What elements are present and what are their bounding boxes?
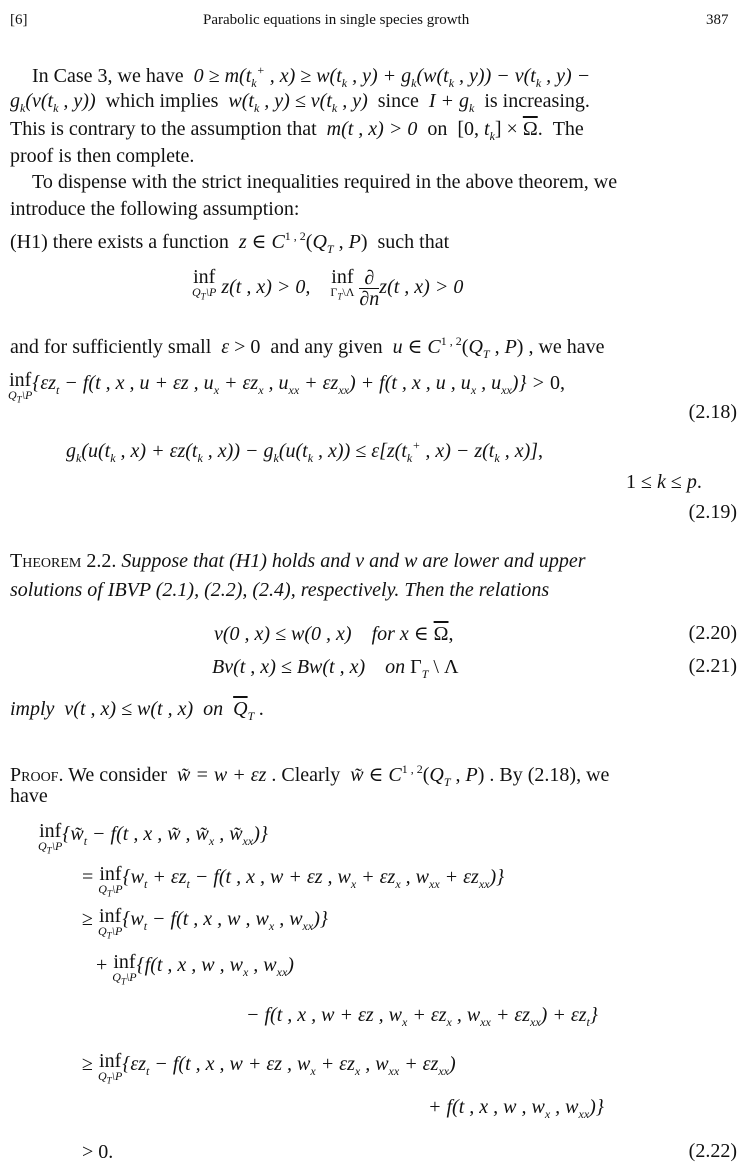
running-title: Parabolic equations in single species growth bbox=[203, 12, 470, 28]
para3-line1: and for sufficiently small ε > 0 and any given u ∈ $C^{1 , 2}(Q_T$ , P) , we have bbox=[10, 334, 605, 361]
proof-heading: Proof. bbox=[10, 764, 64, 786]
proof-step-5: − f(t , x , w + εz , $w_x + \varepsilon z_x$ , $w_{xx} + \varepsilon z_{xx}) + \varepsilon z_t$} bbox=[246, 1004, 598, 1029]
proof-line2: have bbox=[10, 785, 48, 807]
equation-label-2-21: (2.21) bbox=[688, 655, 737, 677]
equation-2-19: $g_k(u(t_k$ , $x) + \varepsilon z(t_k$ , $x)) - g_k(u(t_k$ , $x)) \le \varepsilon[z(t_k^+$ , $x) - z(t_k$ , x)], bbox=[66, 438, 544, 465]
proof-step-8: > 0. bbox=[82, 1141, 114, 1163]
theorem-heading: Theorem 2.2. bbox=[10, 550, 117, 572]
equation-2-20: v(0 , x) ≤ w(0 , x) for x ∈ $\overline{\Omega}$, bbox=[214, 623, 454, 645]
para2-line2: introduce the following assumption: bbox=[10, 198, 300, 220]
equation-2-21: Bv(t , x) ≤ Bw(t , x) on $\Gamma_T$ \ Λ bbox=[212, 656, 459, 681]
theorem-conclusion: imply v(t , x) ≤ w(t , x) on $\overline{Q}_T$ . bbox=[10, 698, 265, 723]
para2-line1: To dispense with the strict inequalities required in the above theorem, we bbox=[32, 171, 618, 193]
equation-label-2-19: (2.19) bbox=[688, 501, 737, 523]
proof-step-2: = inf $Q_T\backslash P$ {$w_t + \varepsilon z_t - f(t$ , x , w + εz , $w_x + \varepsilon z_x$ , $w_{xx} + \varepsilon z_{xx}$)} bbox=[82, 863, 505, 899]
proof-step-4: + inf $Q_T\backslash P$ {f(t , x , w , $w_x$ , $w_{xx}$) bbox=[96, 951, 294, 987]
para1-line2: $g_k(v(t_k$ , y)) which implies $w(t_k$ , $y) \le v(t_k$ , y) since $I + g_k$ is increasing. bbox=[10, 90, 590, 115]
para1-line4: proof is then complete. bbox=[10, 145, 195, 167]
page-number: 387 bbox=[706, 12, 729, 28]
equation-2-18: inf $Q_T\backslash P$ {$\varepsilon z_t - f(t$ , x , u + εz , $u_x + \varepsilon z_x$ , $u_{xx} + \varepsilon z_{xx}) + f(t$ , x , u , $u_x$ , $u_{xx})\} > 0$, bbox=[8, 369, 565, 405]
proof-step-6: ≥ inf $Q_T\backslash P$ {$\varepsilon z_t - f(t$ , x , w + εz , $w_x + \varepsilon z_x$ , $w_{xx} + \varepsilon z_{xx}$) bbox=[82, 1050, 456, 1086]
theorem-line1: Theorem 2.2. Suppose that (H1) holds and v and w are lower and upper bbox=[10, 550, 586, 572]
theorem-line2: solutions of IBVP (2.1), (2.2), (2.4), respectively. Then the relations bbox=[10, 579, 550, 601]
hypothesis-h1: (H1) there exists a function z ∈ $C^{1 , 2}(Q_T$ , P) such that bbox=[10, 229, 450, 256]
equation-h1: inf $Q_T\backslash P$ z(t , x) > 0, inf $\Gamma_T\backslash\Lambda$ $\frac{\partial}{\partial n}$ z(t , x) > 0 bbox=[192, 266, 464, 310]
proof-step-1: inf $Q_T\backslash P$ {$w̃_t - f(t$ , x , w̃ , $w̃_x$ , $w̃_{xx}$)} bbox=[38, 820, 268, 856]
section-number: [6] bbox=[10, 12, 28, 28]
para1-line1: In Case 3, we have $0 \ge m(t_k^+$ , $x) \ge w(t_k$ , $y) + g_k(w(t_k$ , $y)) - v(t_k$ , y) − bbox=[32, 63, 591, 90]
proof-step-3: ≥ inf $Q_T\backslash P$ {$w_t - f(t$ , x , w , $w_x$ , $w_{xx}$)} bbox=[82, 905, 328, 941]
para1-line3: This is contrary to the assumption that m(t , x) > 0 on [0, $t_k] \times \overline{\Omega}$. The bbox=[10, 118, 584, 143]
proof-step-7: + f(t , x , w , $w_x$ , $w_{xx}$)} bbox=[428, 1096, 604, 1121]
equation-label-2-22: (2.22) bbox=[688, 1140, 737, 1162]
equation-label-2-20: (2.20) bbox=[688, 622, 737, 644]
equation-2-19-condition: 1 ≤ k ≤ p. bbox=[626, 471, 702, 493]
proof-line1: Proof. We consider w̃ = w + εz . Clearly w̃ ∈ $C^{1 , 2}(Q_T$ , P) . By (2.18), we bbox=[10, 762, 610, 789]
equation-label-2-18: (2.18) bbox=[688, 401, 737, 423]
